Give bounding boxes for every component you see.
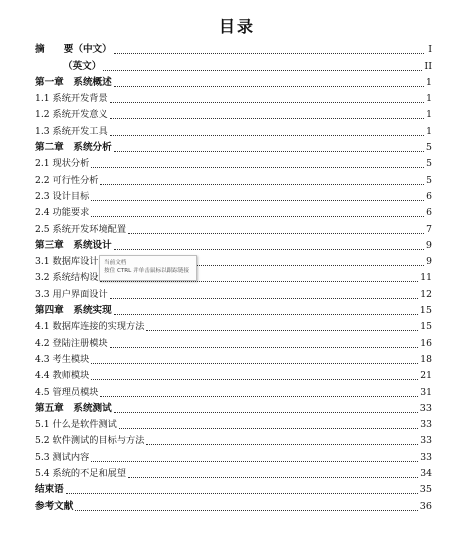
- toc-entry-page: II: [424, 60, 432, 72]
- toc-leader-dots: [91, 199, 424, 201]
- toc-entry[interactable]: [35, 187, 432, 203]
- toc-entry-page: 35: [419, 484, 432, 496]
- toc-entry[interactable]: [35, 203, 432, 219]
- toc-entry-page: 7: [426, 223, 432, 235]
- toc-entry[interactable]: [35, 333, 432, 349]
- toc-entry-label: 4.4 教师模块: [35, 370, 90, 382]
- toc-leader-dots: [128, 232, 424, 234]
- toc-entry-label: 参考文献: [35, 500, 74, 512]
- toc-entry-label: 3.3 用户界面设计: [35, 288, 108, 300]
- toc-entry-page: 16: [420, 337, 432, 349]
- toc-entry[interactable]: [35, 121, 432, 137]
- toc-entry[interactable]: [35, 431, 432, 447]
- toc-entry-page: 33: [420, 435, 432, 447]
- toc-entry[interactable]: [35, 399, 432, 415]
- toc-leader-dots: [100, 395, 418, 397]
- toc-entry-page: 36: [419, 500, 432, 512]
- toc-entry[interactable]: [35, 170, 432, 186]
- toc-leader-dots: [146, 329, 418, 331]
- toc-leader-dots: [66, 492, 418, 494]
- tooltip-line-2: 按住 CTRL 并单击鼠标以跟踪链接: [104, 268, 190, 274]
- toc-entry-label: 第三章 系统设计: [35, 239, 112, 251]
- toc-entry-page: 21: [420, 370, 432, 382]
- toc-entry[interactable]: [35, 105, 432, 121]
- toc-entry-label: 结束语: [35, 484, 64, 496]
- toc-entry-page: 5: [426, 174, 432, 186]
- toc-entry-label: 5.3 测试内容: [35, 451, 90, 463]
- toc-entry[interactable]: [35, 464, 432, 480]
- toc-entry[interactable]: [35, 219, 432, 235]
- toc-entry-page: 1: [425, 76, 432, 88]
- toc-leader-dots: [119, 427, 418, 429]
- toc-entry-page: 1: [426, 93, 432, 105]
- toc-entry[interactable]: [35, 415, 432, 431]
- toc-entry[interactable]: [35, 40, 432, 56]
- toc-entry[interactable]: [35, 154, 432, 170]
- toc-entry[interactable]: [35, 366, 432, 382]
- toc-entry-label: 2.2 可行性分析: [35, 174, 99, 186]
- toc-entry[interactable]: [35, 301, 432, 317]
- toc-entry[interactable]: [35, 480, 432, 496]
- toc-entry-page: 5: [425, 142, 432, 154]
- toc-leader-dots: [91, 362, 418, 364]
- toc-entry-page: 18: [420, 353, 432, 365]
- toc-leader-dots: [114, 85, 424, 87]
- toc-entry-page: 5: [426, 158, 432, 170]
- toc-entry-label: 1.2 系统开发意义: [35, 109, 108, 121]
- toc-entry[interactable]: [35, 350, 432, 366]
- toc-entry[interactable]: [35, 73, 432, 89]
- toc-entry-page: 9: [426, 256, 432, 268]
- toc-leader-dots: [91, 166, 424, 168]
- toc-entry[interactable]: [35, 284, 432, 300]
- toc-entry[interactable]: [35, 496, 432, 512]
- toc-entry[interactable]: [35, 89, 432, 105]
- toc-entry-label: 5.2 软件测试的目标与方法: [35, 435, 145, 447]
- toc-entry[interactable]: [35, 382, 432, 398]
- table-of-contents: [35, 40, 432, 513]
- toc-leader-dots: [110, 346, 419, 348]
- toc-leader-dots: [100, 183, 424, 185]
- toc-entry-page: 1: [426, 109, 432, 121]
- toc-leader-dots: [128, 476, 418, 478]
- toc-entry[interactable]: [35, 252, 432, 268]
- toc-leader-dots: [114, 248, 424, 250]
- toc-entry-page: 12: [420, 288, 432, 300]
- toc-leader-dots: [110, 101, 424, 103]
- toc-leader-dots: [91, 215, 424, 217]
- toc-entry-page: 6: [426, 190, 432, 202]
- toc-entry-page: 34: [420, 468, 432, 480]
- tooltip-line-1: 当前文档: [104, 260, 127, 266]
- toc-entry-page: 9: [425, 239, 432, 251]
- toc-entry-page: 1: [426, 125, 432, 137]
- toc-leader-dots: [110, 134, 424, 136]
- toc-entry-label: 2.5 系统开发环境配置: [35, 223, 127, 235]
- toc-entry-label: 3.1 数据库设计: [35, 256, 99, 268]
- toc-entry-label: 第五章 系统测试: [35, 402, 112, 414]
- toc-entry-label: 4.5 管理员模块: [35, 386, 99, 398]
- toc-entry-page: 33: [420, 419, 432, 431]
- toc-entry-page: I: [428, 44, 432, 56]
- toc-entry[interactable]: [35, 268, 432, 284]
- toc-entry-label: 摘 要（中文）: [35, 44, 112, 56]
- toc-entry-label: 2.3 设计目标: [35, 190, 90, 202]
- toc-entry-label: 5.4 系统的不足和展望: [35, 468, 127, 480]
- toc-entry-label: 第四章 系统实现: [35, 305, 112, 317]
- toc-entry-page: 33: [420, 451, 432, 463]
- toc-entry-label: 2.1 现状分析: [35, 158, 90, 170]
- toc-leader-dots: [114, 150, 424, 152]
- toc-entry-label: 3.2 系统结构设: [35, 272, 99, 284]
- toc-entry-label: 5.1 什么是软件测试: [35, 419, 117, 431]
- toc-entry[interactable]: [35, 236, 432, 252]
- toc-leader-dots: [114, 52, 424, 54]
- toc-leader-dots: [103, 69, 422, 71]
- toc-entry-label: 第二章 系统分析: [35, 142, 112, 154]
- toc-title: 目录: [218, 17, 255, 36]
- toc-entry-page: 11: [420, 272, 432, 284]
- toc-entry-label: 1.3 系统开发工具: [35, 125, 108, 137]
- link-tooltip: [99, 255, 197, 281]
- toc-entry-label: （英文）: [63, 60, 102, 72]
- toc-entry-page: 15: [420, 321, 432, 333]
- toc-entry-label: 4.1 数据库连接的实现方法: [35, 321, 145, 333]
- toc-leader-dots: [110, 117, 424, 119]
- toc-entry-label: 2.4 功能要求: [35, 207, 90, 219]
- toc-entry-label: 4.2 登陆注册模块: [35, 337, 108, 349]
- toc-entry-label: 第一章 系统概述: [35, 76, 112, 88]
- toc-entry-page: 33: [419, 402, 432, 414]
- toc-entry-page: 31: [420, 386, 432, 398]
- toc-leader-dots: [114, 313, 418, 315]
- toc-leader-dots: [110, 297, 419, 299]
- toc-entry[interactable]: [35, 138, 432, 154]
- toc-entry-page: 15: [419, 305, 432, 317]
- toc-entry-page: 6: [426, 207, 432, 219]
- toc-entry-label: 1.1 系统开发背景: [35, 93, 108, 105]
- toc-entry[interactable]: [35, 56, 432, 72]
- toc-leader-dots: [75, 509, 417, 511]
- toc-entry[interactable]: [35, 447, 432, 463]
- toc-leader-dots: [91, 378, 418, 380]
- toc-leader-dots: [91, 460, 418, 462]
- toc-entry[interactable]: [35, 317, 432, 333]
- toc-leader-dots: [146, 443, 418, 445]
- toc-entry-label: 4.3 考生模块: [35, 353, 90, 365]
- toc-leader-dots: [114, 411, 418, 413]
